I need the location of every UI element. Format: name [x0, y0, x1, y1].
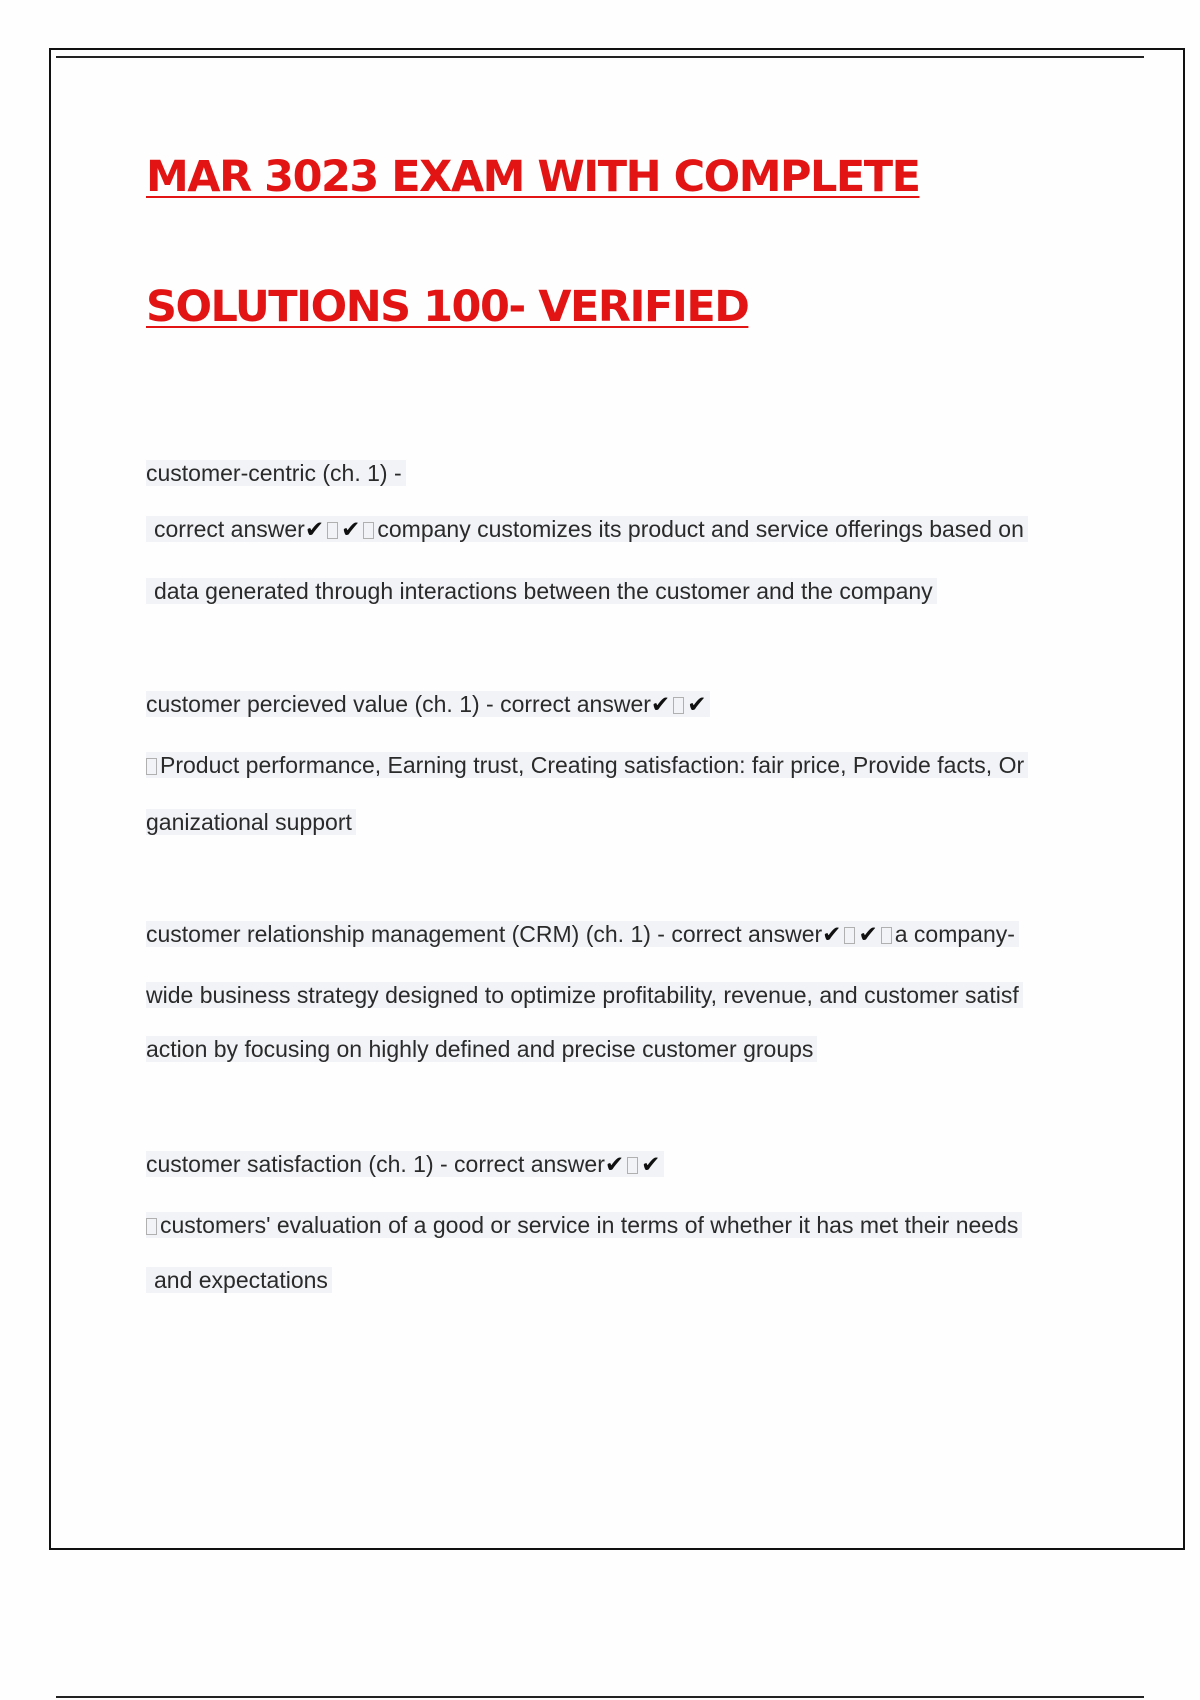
missing-glyph-icon	[881, 927, 892, 944]
entry-3-term	[146, 918, 1019, 950]
entry-2-term-text: customer percieved value (ch. 1) - correct answer	[146, 691, 651, 717]
entry-3-answer-text-end: action by focusing on highly defined and precise customer groups	[146, 1036, 817, 1062]
entry-2-answer-text-cont: ganizational support	[146, 809, 356, 835]
missing-glyph-icon	[363, 522, 374, 539]
missing-glyph-icon	[146, 758, 157, 775]
check-icon: ✔	[858, 921, 878, 947]
entry-4-answer-text-cont: and expectations	[146, 1267, 332, 1293]
missing-glyph-icon	[327, 522, 338, 539]
entry-2-answer-line-2	[146, 806, 356, 838]
entry-4-answer-line-1	[146, 1209, 1022, 1241]
entry-1-term-text: customer-centric (ch. 1) -	[146, 460, 406, 486]
check-icon: ✔	[304, 516, 325, 542]
missing-glyph-icon	[673, 697, 684, 714]
entry-1-term	[146, 457, 406, 489]
entry-1-answer-line-2	[146, 575, 937, 607]
missing-glyph-icon	[627, 1157, 638, 1174]
entry-2-answer-text: Product performance, Earning trust, Creating satisfaction: fair price, Provide facts, Or	[160, 752, 1025, 778]
entry-4-answer-line-2	[146, 1264, 332, 1296]
entry-3-answer-text-cont: wide business strategy designed to optimize profitability, revenue, and customer satisf	[146, 982, 1023, 1008]
bottom-rule	[56, 1696, 1144, 1698]
check-icon: ✔	[650, 691, 671, 717]
entry-4-term-text: customer satisfaction (ch. 1) - correct answer	[146, 1151, 605, 1177]
missing-glyph-icon	[844, 927, 855, 944]
check-icon: ✔	[341, 516, 361, 542]
page-border	[49, 48, 1185, 1550]
entry-3-answer-line-2	[146, 1033, 817, 1065]
entry-3-answer-line-1	[146, 979, 1023, 1011]
missing-glyph-icon	[146, 1218, 157, 1235]
entry-3-answer-text: a company-	[894, 921, 1015, 947]
entry-1-answer-text-cont: data generated through interactions between the customer and the company	[146, 578, 937, 604]
entry-1-answer-line-1	[146, 513, 1028, 545]
entry-4-answer-text: customers' evaluation of a good or service in terms of whether it has met their needs	[160, 1212, 1019, 1238]
top-rule	[56, 56, 1144, 58]
entry-4-term	[146, 1148, 664, 1180]
entry-1-answer-text: company customizes its product and service offerings based on	[377, 516, 1024, 542]
check-icon: ✔	[687, 691, 707, 717]
document-title-line-1: MAR 3023 EXAM WITH COMPLETE	[146, 152, 920, 202]
entry-1-answer-label: correct answer	[154, 516, 305, 542]
document-title-line-2: SOLUTIONS 100- VERIFIED	[146, 282, 749, 332]
check-icon: ✔	[604, 1151, 625, 1177]
check-icon: ✔	[822, 921, 842, 947]
check-icon: ✔	[641, 1151, 661, 1177]
entry-3-term-text: customer relationship management (CRM) (ch. 1) - correct answer	[146, 921, 823, 947]
entry-2-term	[146, 688, 710, 720]
entry-2-answer-line-1	[146, 749, 1028, 781]
